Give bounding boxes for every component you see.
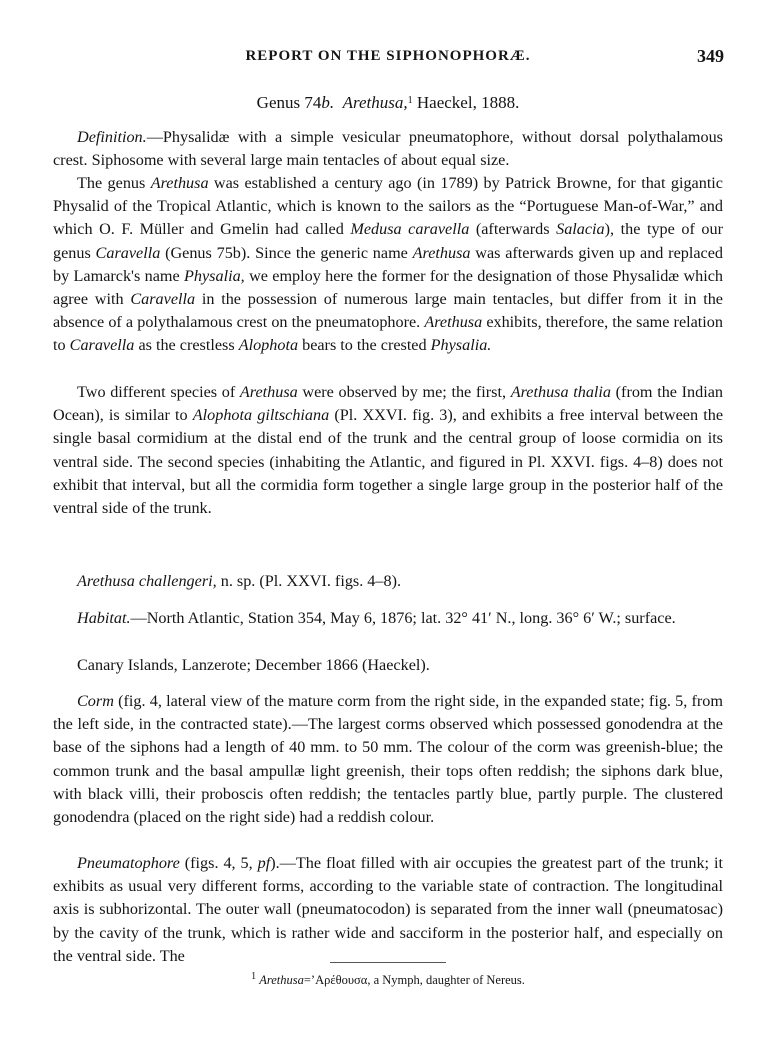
- corm-paragraph: Corm (fig. 4, lateral view of the mature corm from the right side, in the expanded state; fig. 5, from the left side, in the contracted state).—The largest corms observed which possessed gonodendra at the base of the siphons had a length of 40 mm. to 50 mm. The colour of the corm was greenish-blue; the common trunk and the basal ampullæ light greenish, their tops often reddish; the siphons dark blue, with black villi, their proboscis often reddish; the tentacles partly blue, partly purple. The clustered gonodendra (placed on the right side) had a reddish colour.: [53, 692, 723, 827]
- footnote-ref: 1: [407, 95, 413, 106]
- species-name: Arethusa challengeri,: [77, 572, 217, 590]
- pneumatophore-lead: Pneumatophore: [77, 854, 180, 872]
- definition-paragraph: Definition.—Physalidæ with a simple vesicular pneumatophore, without dorsal polythalamous crest. Siphosome with several large main tentacles of about equal size.: [53, 128, 723, 170]
- species-heading: Arethusa challengeri, n. sp. (Pl. XXVI. figs. 4–8).: [77, 572, 402, 590]
- pneumatophore-paragraph: Pneumatophore (figs. 4, 5, pf).—The float filled with air occupies the greatest part of the trunk; it exhibits as usual very different forms, according to the variable state of contraction. The longitudinal axis is subhorizontal. The outer wall (pneumatocodon) is separated from the inner wall (pneumatosac) by the cavity of the trunk, which is rather wide and sacciform in the posterior half, and especially on the ventral side. The: [53, 854, 723, 965]
- running-title: REPORT ON THE SIPHONOPHORÆ.: [245, 48, 531, 64]
- definition-lead: Definition.: [77, 128, 147, 146]
- locality-line: Canary Islands, Lanzerote; December 1866 (Haeckel).: [77, 656, 430, 674]
- corm-lead: Corm: [77, 692, 114, 710]
- footnote: $^1$ Arethusa=’Αρέθουσα, a Nymph, daughter of Nereus.: [251, 971, 525, 987]
- footnote-word: Arethusa: [259, 973, 304, 987]
- habitat-paragraph: Habitat.—North Atlantic, Station 354, May 6, 1876; lat. 32° 41′ N., long. 36° 6′ W.; surface.: [77, 609, 676, 627]
- species-overview-paragraph: Two different species of Arethusa were observed by me; the first, Arethusa thalia (from the Indian Ocean), is similar to Alophota giltschiana (Pl. XXVI. fig. 3), and exhibits a free interval between the single basal cormidium at the distal end of the trunk and the central group of loose cormidia on its ventral side. The second species (inhabiting the Atlantic, and figured in Pl. XXVI. figs. 4–8) does not exhibit that interval, but all the cormidia form together a single large group in the posterior half of the ventral side of the trunk.: [53, 383, 724, 518]
- genus-name: Arethusa,: [342, 93, 408, 112]
- footnote-rule: [330, 962, 446, 963]
- footnote-greek: =’Αρέθουσα,: [303, 973, 371, 987]
- genus-history-paragraph: The genus Arethusa was established a century ago (in 1789) by Patrick Browne, for that gigantic Physalid of the Tropical Atlantic, which is known to the sailors as the “Portuguese Man-of-War,” and which O. F. Müller and Gmelin had called Medusa caravella (afterwards Salacia), the type of our genus Caravella (Genus 75b). Since the generic name Arethusa was afterwards given up and replaced by Lamarck's name Physalia, we employ here the former for the designation of those Physalidæ which agree with Caravella in the possession of numerous large main tentacles, but differ from it in the absence of a polythalamous crest on the pneumatophore. Arethusa exhibits, therefore, the same relation to Caravella as the crestless Alophota bears to the crested Physalia.: [53, 174, 723, 355]
- page-number: 349: [697, 46, 724, 66]
- genus-number: Genus 74: [256, 93, 322, 112]
- running-head: [0, 48, 776, 72]
- genus-number-suffix: b.: [321, 93, 335, 112]
- habitat-lead: Habitat.: [77, 609, 131, 627]
- genus-authority: Haeckel, 1888.: [412, 93, 520, 112]
- footnote-marker: 1: [251, 971, 257, 982]
- genus-heading: [0, 93, 776, 113]
